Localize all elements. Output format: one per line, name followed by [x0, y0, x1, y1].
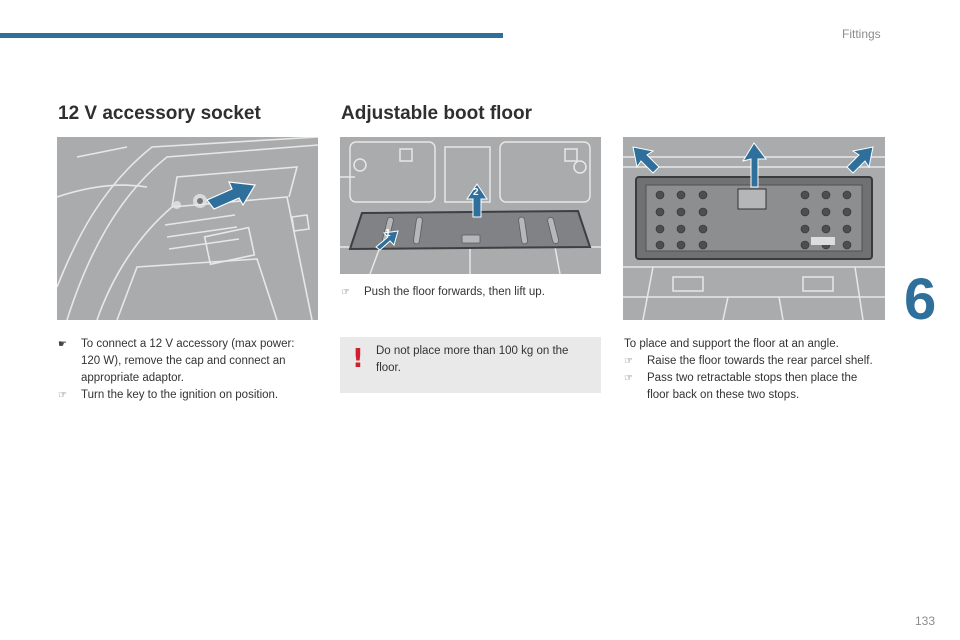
floor-angle-illustration	[623, 137, 885, 320]
angle-intro: To place and support the floor at an angle.	[624, 338, 839, 350]
chapter-number: 6	[904, 267, 937, 332]
list-item: ☞ Raise the floor towards the rear parcel shelf.	[624, 353, 882, 370]
pointing-hand-icon: ☞	[58, 390, 67, 401]
pointing-hand-icon: ☞	[624, 373, 633, 384]
pointing-hand-icon: ☞	[624, 356, 633, 367]
socket-title: 12 V accessory socket	[58, 103, 261, 124]
angle-instructions	[624, 353, 882, 404]
header-accent-bar	[0, 33, 503, 38]
socket-instructions	[58, 336, 316, 404]
page-number: 133	[915, 614, 936, 628]
list-item: ☞ Turn the key to the ignition on position.	[58, 387, 316, 404]
boot-floor-illustration	[340, 137, 601, 274]
list-item: ☞ Pass two retractable stops then place the floor back on these two stops.	[624, 372, 858, 401]
pointing-hand-icon: ☛	[58, 339, 67, 350]
section-label: Fittings	[842, 27, 881, 41]
warning-text: Do not place more than 100 kg on the floor.	[376, 345, 569, 374]
pointing-hand-icon: ☞	[341, 287, 350, 298]
step-label-2: 2	[473, 187, 479, 198]
step-label-1: 1	[385, 228, 391, 239]
exclamation-icon: !	[352, 344, 364, 374]
warning-box	[340, 337, 601, 393]
boot-floor-step	[341, 284, 599, 301]
list-item: ☞ Push the floor forwards, then lift up.	[341, 284, 599, 301]
socket-illustration	[57, 137, 318, 320]
list-item: ☛ To connect a 12 V accessory (max power: 120 W), remove the cap and connect an appropriate adaptor.	[58, 338, 295, 384]
boot-floor-title: Adjustable boot floor	[341, 103, 533, 124]
